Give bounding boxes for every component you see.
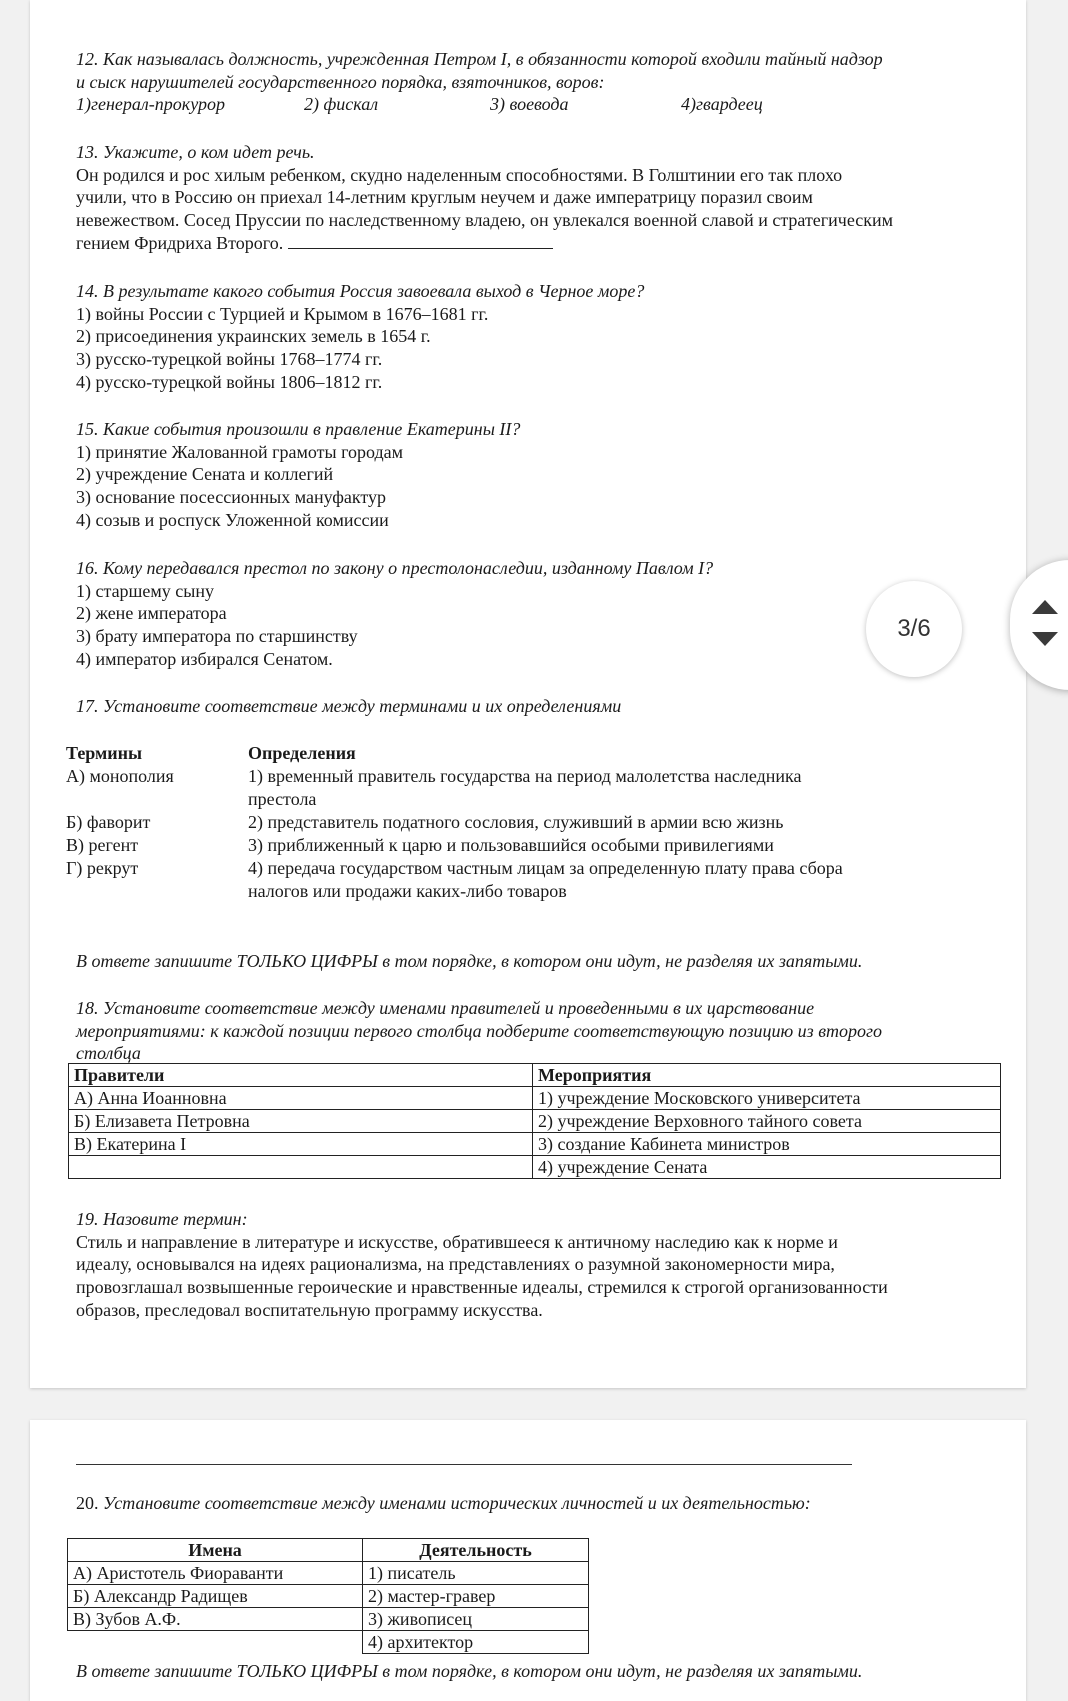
table-cell: 4) учреждение Сената — [533, 1156, 1001, 1179]
q12-option-4: 4)гвардеец — [681, 94, 763, 115]
question-17-note: В ответе запишите ТОЛЬКО ЦИФРЫ в том порядке, в котором они идут, не разделяя их запятыми. — [76, 951, 863, 971]
table-row — [68, 1608, 589, 1631]
table-row — [69, 1110, 1001, 1133]
q14-option-2: 2) присоединения украинских земель в 1654 г. — [76, 326, 431, 347]
table-cell: Б) Елизавета Петровна — [69, 1110, 533, 1133]
table-cell: 3) создание Кабинета министров — [533, 1133, 1001, 1156]
question-19 — [76, 1208, 1006, 1322]
table-cell: 3) живописец — [363, 1608, 589, 1631]
question-16-title: 16. Кому передавался престол по закону о престолонаследии, изданному Павлом I? — [76, 558, 714, 578]
question-17-title: 17. Установите соответствие между терминами и их определениями — [76, 696, 622, 716]
table-cell: В) Екатерина I — [69, 1133, 533, 1156]
q18-title-line-2: мероприятиями: к каждой позиции первого столбца подберите соответствующую позицию из второго — [76, 1020, 883, 1041]
q20-number: 20. — [76, 1493, 99, 1513]
separator-line — [76, 1464, 852, 1465]
q15-option-4: 4) созыв и роспуск Уложенной комиссии — [76, 509, 389, 530]
q16-option-2: 2) жене императора — [76, 603, 227, 624]
q12-option-3: 3) воевода — [490, 94, 569, 115]
question-15 — [76, 418, 1006, 532]
q19-line-4: образов, преследовал воспитательную программу искусства. — [76, 1299, 543, 1320]
q19-line-1: Стиль и направление в литературе и искусстве, обратившееся к античному наследию как к норме и — [76, 1231, 838, 1252]
term-d: Г) рекрут — [66, 858, 139, 878]
table-row — [69, 1087, 1001, 1110]
term-c: В) регент — [66, 835, 139, 855]
table-header-row — [69, 1064, 1001, 1087]
table-header-row — [68, 1539, 589, 1562]
table-cell: 2) учреждение Верховного тайного совета — [533, 1110, 1001, 1133]
table-header-activity: Деятельность — [363, 1539, 589, 1562]
term-b: Б) фаворит — [66, 812, 151, 832]
answer-blank-line — [288, 234, 553, 249]
table-cell — [69, 1156, 533, 1179]
previous-page-icon[interactable] — [1032, 600, 1058, 614]
table-row — [69, 1156, 1001, 1179]
question-20-table — [67, 1538, 589, 1654]
table-cell: А) Анна Иоанновна — [69, 1087, 533, 1110]
question-13-title: 13. Укажите, о ком идет речь. — [76, 142, 315, 162]
table-cell: 1) учреждение Московского университета — [533, 1087, 1001, 1110]
table-cell: Б) Александр Радищев — [68, 1585, 363, 1608]
q19-line-3: провозглашал возвышенные героические и нравственные идеалы, стремился к строгой организованности — [76, 1277, 888, 1298]
table-header-names: Имена — [68, 1539, 363, 1562]
question-12-text-2: и сыск нарушителей государственного порядка, взяточников, воров: — [76, 71, 605, 92]
q15-option-1: 1) принятие Жалованной грамоты городам — [76, 441, 404, 462]
table-cell: 4) архитектор — [363, 1631, 589, 1654]
question-12-options — [76, 93, 1006, 115]
question-19-title: 19. Назовите термин: — [76, 1209, 248, 1229]
question-18-table — [68, 1063, 1001, 1179]
q12-option-1: 1)генерал-прокурор — [76, 94, 225, 115]
question-20-note: В ответе запишите ТОЛЬКО ЦИФРЫ в том порядке, в котором они идут, не разделяя их запятыми. — [76, 1661, 863, 1681]
q15-option-3: 3) основание посессионных мануфактур — [76, 487, 386, 508]
definition-1: 1) временный правитель государства на период малолетства наследника престола — [248, 766, 802, 809]
table-cell: В) Зубов А.Ф. — [68, 1608, 363, 1631]
q19-line-2: идеалу, основывался на идеях рационализма, на представлениях о разумной закономерности мира, — [76, 1254, 835, 1275]
table-row — [69, 1133, 1001, 1156]
q16-option-1: 1) старшему сыну — [76, 580, 215, 601]
q14-option-4: 4) русско-турецкой войны 1806–1812 гг. — [76, 371, 383, 392]
page-counter: 3/6 — [866, 581, 962, 677]
q18-title-line-3: столбца — [76, 1043, 141, 1064]
table-cell: А) Аристотель Фиораванти — [68, 1562, 363, 1585]
question-12 — [76, 48, 1006, 115]
table-header-events: Мероприятия — [533, 1064, 1001, 1087]
table-header-rulers: Правители — [69, 1064, 533, 1087]
definition-2: 2) представитель податного сословия, служивший в армии всю жизнь — [248, 812, 784, 832]
q13-line-2: учили, что в Россию он приехал 14-летним круглым неучем и даже императрицу поразил своим — [76, 187, 813, 208]
q18-title-line-1: 18. Установите соответствие между именами правителей и проведенными в их царствование — [76, 998, 815, 1018]
q20-title-text: Установите соответствие между именами исторических личностей и их деятельностью: — [103, 1493, 811, 1513]
term-a: А) монополия — [66, 766, 174, 786]
question-14-title: 14. В результате какого события Россия завоевала выход в Черное море? — [76, 281, 645, 301]
q13-line-4: гением Фридриха Второго. — [76, 232, 284, 253]
q16-option-3: 3) брату императора по старшинству — [76, 626, 358, 647]
table-row — [68, 1631, 589, 1654]
question-18-title — [76, 997, 1006, 1065]
table-cell: 2) мастер-гравер — [363, 1585, 589, 1608]
question-15-title: 15. Какие события произошли в правление Екатерины II? — [76, 419, 521, 439]
q15-option-2: 2) учреждение Сената и коллегий — [76, 464, 334, 485]
question-16 — [76, 557, 1006, 671]
table-row — [68, 1562, 589, 1585]
question-14 — [76, 280, 1006, 394]
question-20-title — [76, 1492, 1006, 1515]
table-row — [68, 1585, 589, 1608]
definition-3: 3) приближенный к царю и пользовавшийся особыми привилегиями — [248, 835, 774, 855]
next-page-icon[interactable] — [1032, 632, 1058, 646]
table-cell: 1) писатель — [363, 1562, 589, 1585]
q16-option-4: 4) император избирался Сенатом. — [76, 648, 333, 669]
terms-header: Термины — [66, 743, 143, 763]
definition-4: 4) передача государством частным лицам за определенную плату права сбора налогов или продажи каких-либо товаров — [248, 858, 843, 901]
q14-option-1: 1) войны России с Турцией и Крымом в 1676–1681 гг. — [76, 303, 489, 324]
table-cell — [68, 1631, 363, 1654]
q13-line-1: Он родился и рос хилым ребенком, скудно наделенным способностями. В Голштинии его так плохо — [76, 164, 843, 185]
definitions-header: Определения — [248, 743, 356, 763]
q12-option-2: 2) фискал — [304, 94, 379, 115]
question-13 — [76, 141, 1006, 255]
q14-option-3: 3) русско-турецкой войны 1768–1774 гг. — [76, 349, 383, 370]
question-17-terms — [66, 742, 848, 903]
question-12-text: 12. Как называлась должность, учрежденная Петром I, в обязанности которой входили тайный надзор — [76, 49, 883, 69]
q13-line-3: невежеством. Сосед Пруссии по наследственному владею, он увлекался военной славой и стратегическим — [76, 210, 894, 231]
